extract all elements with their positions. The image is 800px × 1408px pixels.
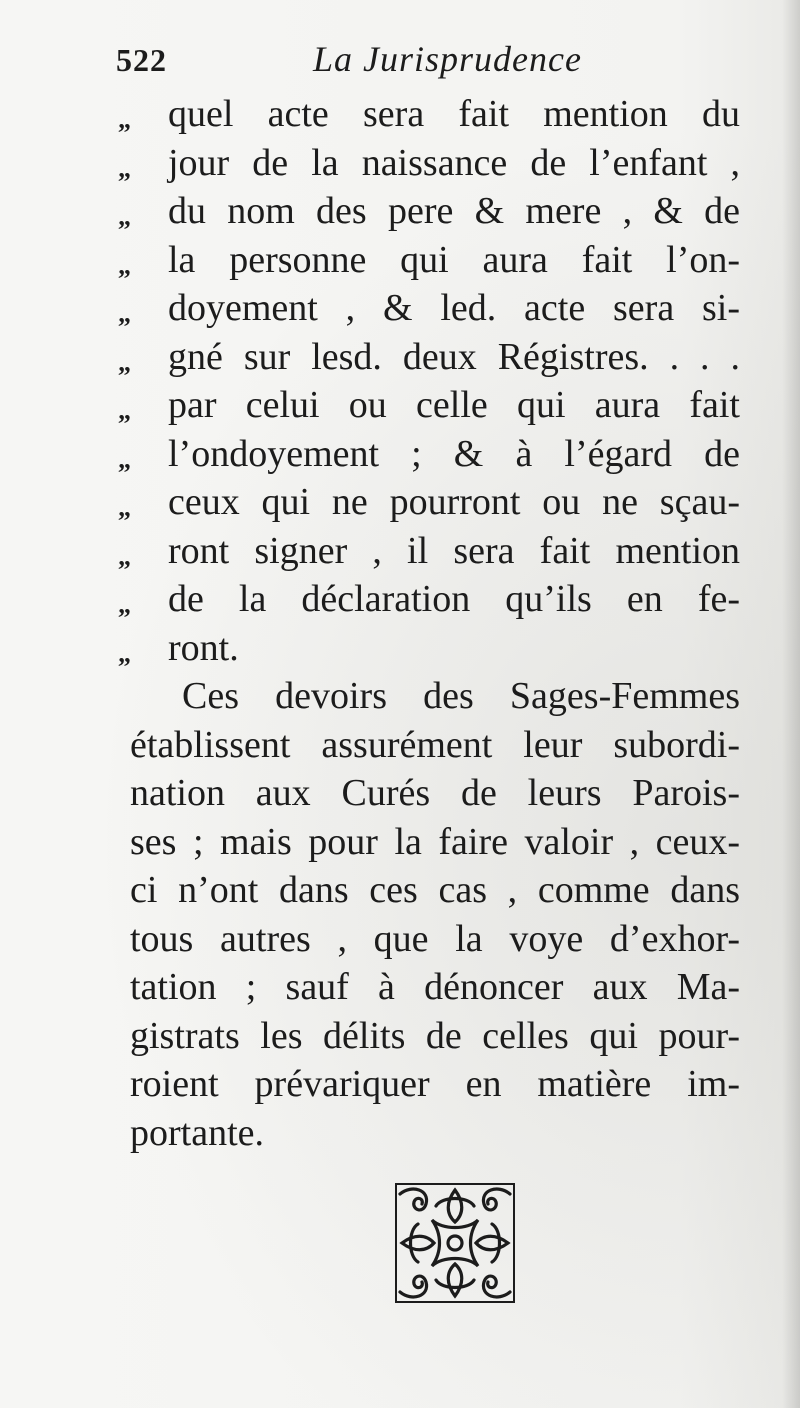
paragraph-line: ci n’ont dans ces cas , comme dans (130, 869, 740, 911)
quoted-line (118, 333, 740, 382)
quoted-line-text: doyement , & led. acte sera si- (168, 287, 740, 329)
quoted-line (118, 527, 740, 576)
quoted-line-text: ront signer , il sera fait mention (168, 529, 740, 572)
quote-mark: „ (118, 105, 129, 134)
quoted-line-text: l’ondoyement ; & à l’égard de (168, 432, 740, 475)
paragraph-line: ses ; mais pour la faire valoir , ceux- (130, 820, 740, 863)
running-title: La Jurisprudence (313, 39, 582, 79)
paragraph-line: Ces devoirs des Sages-Femmes (182, 675, 740, 717)
paragraph-line: tation ; sauf à dénoncer aux Ma- (130, 966, 740, 1008)
quoted-line (118, 575, 740, 624)
paragraph-line: nation aux Curés de leurs Parois- (130, 772, 740, 814)
quoted-passage (118, 90, 740, 672)
body-text (118, 90, 740, 1157)
quote-mark: „ (118, 250, 129, 280)
quote-mark: „ (118, 347, 129, 377)
paragraph-line: gistrats les délits de celles qui pour- (130, 1014, 740, 1057)
quoted-line-text: ront. (168, 626, 239, 669)
quoted-line (118, 284, 740, 333)
page-header (108, 38, 628, 88)
quoted-line-text: de la déclaration qu’ils en fe- (168, 578, 740, 620)
paragraph-line: établissent assurément leur subordi- (130, 723, 740, 766)
quoted-line-text: quel acte sera fait mention du (168, 93, 740, 135)
quote-mark: „ (118, 299, 129, 328)
quote-mark: „ (118, 444, 129, 474)
quoted-line (118, 236, 740, 285)
quote-mark: „ (118, 493, 129, 522)
quote-mark: „ (118, 638, 129, 668)
quoted-line-text: du nom des pere & mere , & de (168, 190, 740, 232)
fleuron-ornament-icon (392, 1180, 518, 1306)
paragraph-line: roient prévariquer en matière im- (130, 1063, 740, 1105)
quote-mark: „ (118, 153, 129, 183)
quoted-line (118, 381, 740, 430)
commentary-paragraph (118, 672, 740, 1157)
quoted-line-text: jour de la naissance de l’enfant , (168, 141, 740, 184)
quoted-line-text: par celui ou celle qui aura fait (168, 384, 740, 426)
quoted-line (118, 478, 740, 527)
quoted-line-text: gné sur lesd. deux Régistres. . . . (168, 335, 740, 378)
quoted-line-text: la personne qui aura fait l’on- (168, 238, 740, 281)
quote-mark: „ (118, 396, 129, 425)
quoted-line (118, 187, 740, 236)
quote-mark: „ (118, 590, 129, 619)
quoted-line (118, 624, 740, 673)
quoted-line (118, 90, 740, 139)
paragraph-line: portante. (130, 1111, 265, 1154)
quote-mark: „ (118, 541, 129, 571)
quote-mark: „ (118, 202, 129, 231)
quoted-line (118, 139, 740, 188)
page-number: 522 (116, 42, 167, 78)
quoted-line (118, 430, 740, 479)
paragraph-line: tous autres , que la voye d’exhor- (130, 917, 740, 960)
page-edge-shadow (782, 0, 800, 1408)
quoted-line-text: ceux qui ne pourront ou ne sçau- (168, 481, 740, 523)
